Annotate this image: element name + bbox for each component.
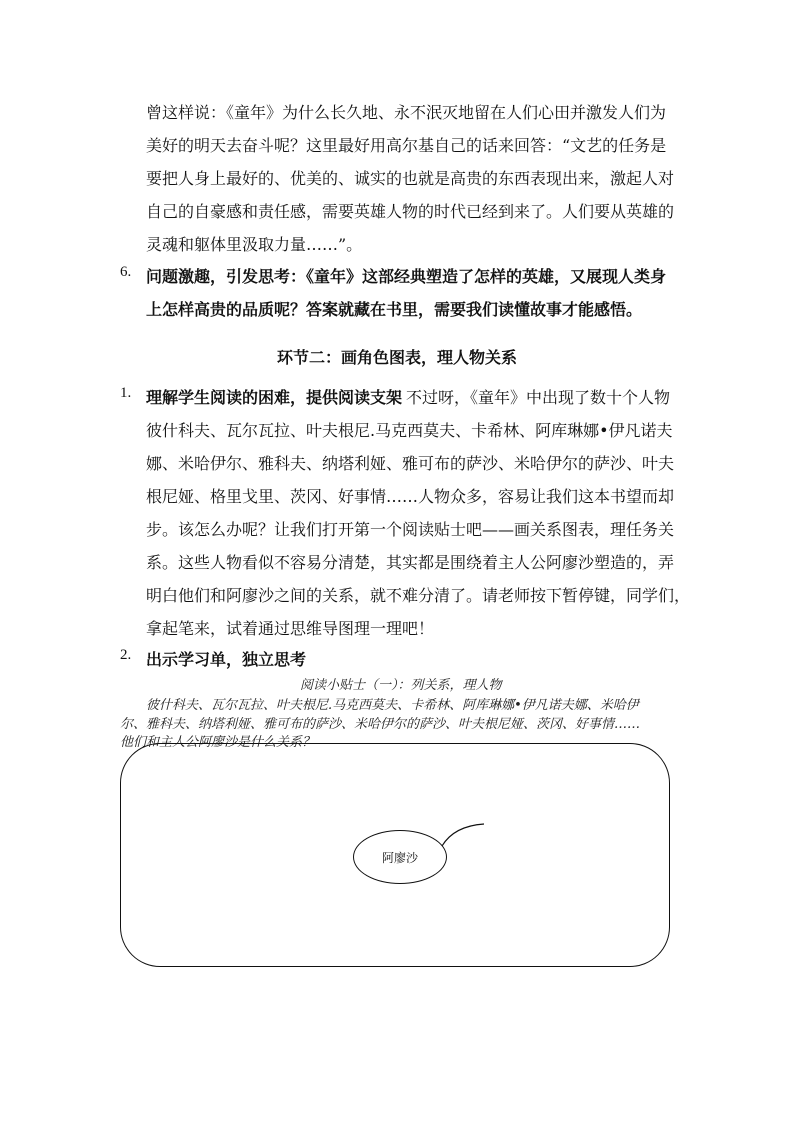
section-heading: 环节二：画角色图表，理人物关系 [276,348,517,367]
tip-line-3: 他们和主人公阿廖沙是什么关系？ [120,735,316,750]
tip-line-1: 彼什科夫、瓦尔瓦拉、叶夫根尼.马克西莫夫、卡希林、阿库琳娜•伊凡诺夫娜、米哈伊 [146,698,639,713]
center-node-bubble[interactable] [353,830,447,884]
tip-line-2: 尔、雅科夫、纳塔利娅、雅可布的萨沙、米哈伊尔的萨沙、叶夫根尼娅、茨冈、好事情…… [120,717,641,732]
quote-line-2: 美好的明天去奋斗呢？这里最好用高尔基自己的话来回答：“文艺的任务是 [146,136,667,155]
item1-line-2: 彼什科夫、瓦尔瓦拉、叶夫根尼.马克西莫夫、卡希林、阿库琳娜•伊凡诺夫 [146,421,673,440]
item1-number: 1. [120,385,132,401]
quote-line-4: 自己的自豪感和责任感，需要英雄人物的时代已经到来了。人们要从英雄的 [146,202,675,221]
item2-label: 出示学习单，独立思考 [146,650,307,669]
item1-line-4: 根尼娅、格里戈里、茨冈、好事情……人物众多，容易让我们这本书望而却 [146,487,675,506]
item1-line-6: 系。这些人物看似不容易分清楚，其实都是围绕着主人公阿廖沙塑造的，弄 [146,553,675,572]
quote-line-5: 灵魂和躯体里汲取力量……”。 [146,235,363,254]
item1-line-7: 明白他们和阿廖沙之间的关系，就不难分清了。请老师按下暂停键，同学们， [146,586,691,605]
quote-line-3: 要把人身上最好的、优美的、诚实的也就是高贵的东西表现出来，激起人对 [146,169,675,188]
item1-line-1 [146,385,670,408]
item1-line-3: 娜、米哈伊尔、雅科夫、纳塔利娅、雅可布的萨沙、米哈伊尔的萨沙、叶夫 [146,454,675,473]
item6-line-2: 上怎样高贵的品质呢？答案就藏在书里，需要我们读懂故事才能感悟。 [146,300,643,319]
center-node-label: 阿廖沙 [381,850,418,865]
bubble-connector-line [440,820,490,850]
item1-line-5: 步。该怎么办呢？让我们打开第一个阅读贴士吧——画关系图表，理任务关 [146,520,675,539]
item1-line-1-rest: 不过呀，《童年》中出现了数十个人物 [406,388,671,407]
item6-line-1: 问题激趣，引发思考：《童年》这部经典塑造了怎样的英雄，又展现人类身 [146,267,667,286]
item2-number: 2. [120,647,132,663]
item1-line-8: 拿起笔来，试着通过思维导图理一理吧！ [146,619,435,638]
item6-number: 6. [120,264,132,280]
item1-bold-lead: 理解学生阅读的困难，提供阅读支架 [146,388,403,407]
quote-line-1: 曾这样说：《童年》为什么长久地、永不泯灭地留在人们心田并激发人们为 [146,103,667,122]
tip-title: 阅读小贴士（一）：列关系，理人物 [300,678,502,693]
